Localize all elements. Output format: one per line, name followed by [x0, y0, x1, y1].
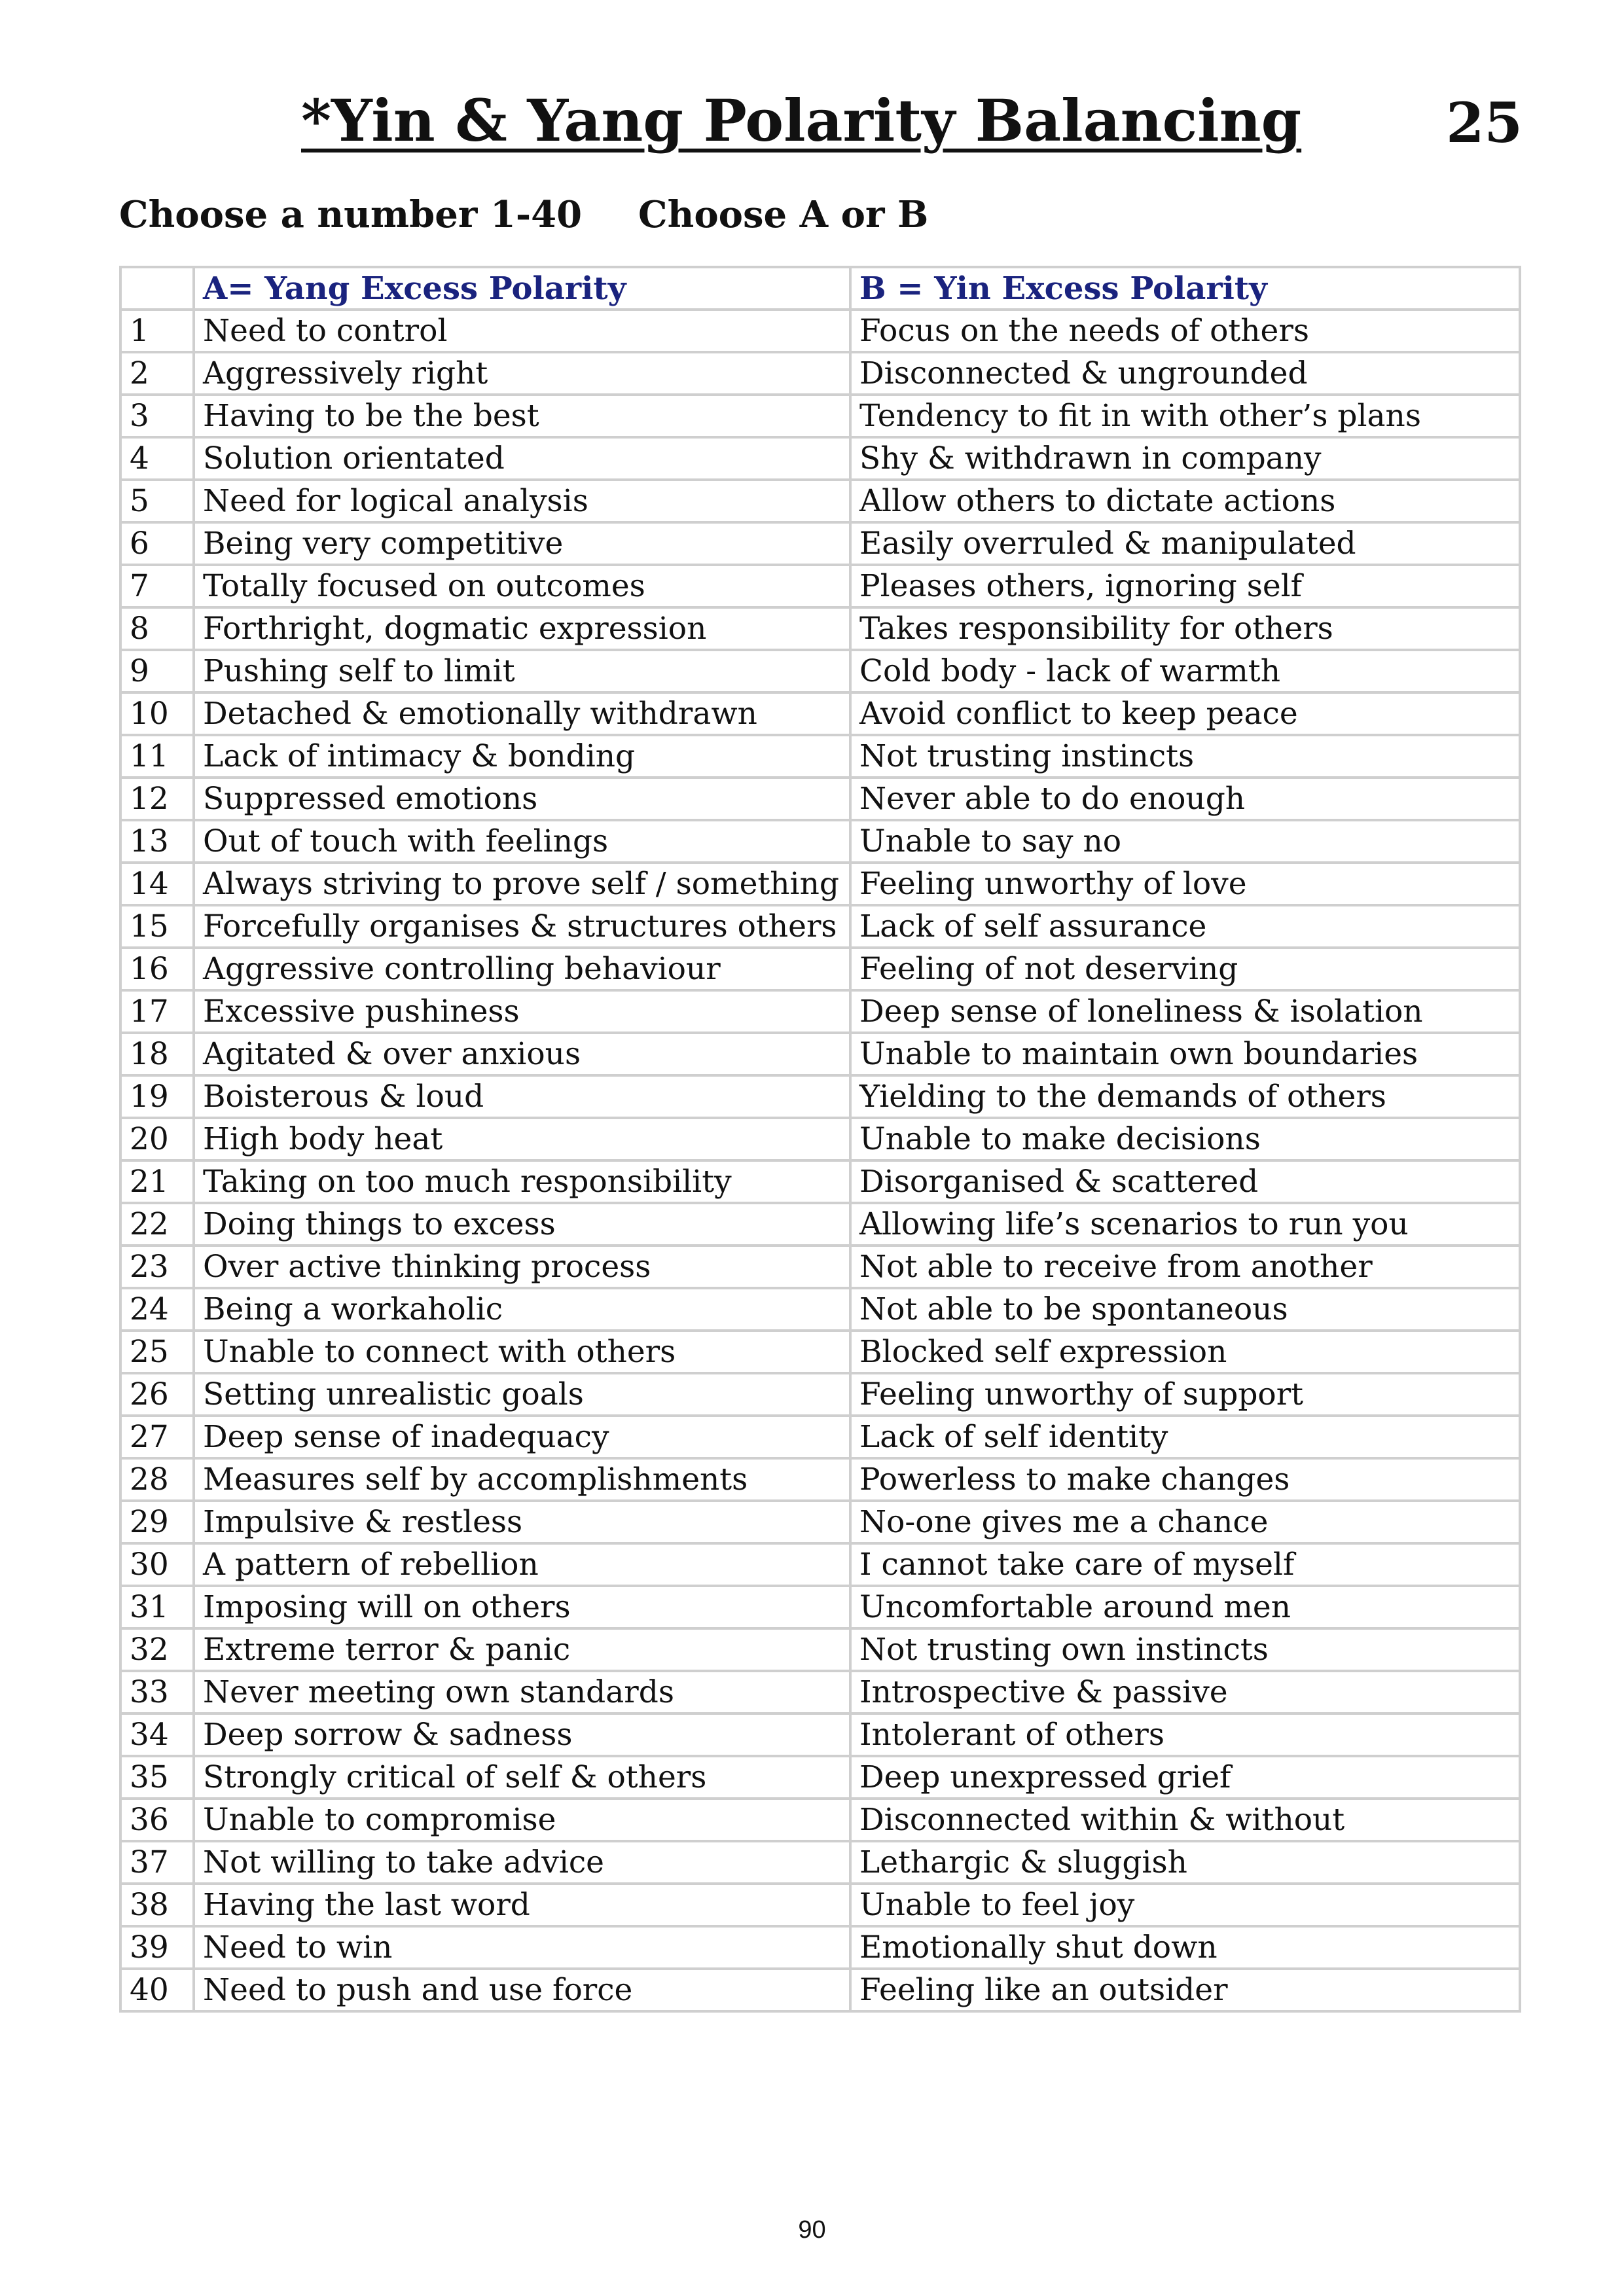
yin-cell: Disconnected & ungrounded — [850, 352, 1520, 395]
table-row — [120, 1841, 1520, 1884]
row-number: 13 — [120, 820, 194, 863]
table-row — [120, 820, 1520, 863]
yin-cell: Pleases others, ignoring self — [850, 565, 1520, 607]
table-row — [120, 1884, 1520, 1926]
yang-cell: Taking on too much responsibility — [194, 1160, 850, 1203]
yin-cell: Feeling unworthy of love — [850, 863, 1520, 905]
yin-cell: Tendency to fit in with other’s plans — [850, 395, 1520, 437]
yang-cell: Not willing to take advice — [194, 1841, 850, 1884]
yin-cell: Uncomfortable around men — [850, 1586, 1520, 1628]
row-number: 19 — [120, 1075, 194, 1118]
yang-cell: Need to control — [194, 310, 850, 352]
yang-cell: Unable to connect with others — [194, 1331, 850, 1373]
table-row — [120, 778, 1520, 820]
yin-cell: Unable to make decisions — [850, 1118, 1520, 1160]
table-row — [120, 1799, 1520, 1841]
yin-cell: Unable to feel joy — [850, 1884, 1520, 1926]
table-row — [120, 1416, 1520, 1458]
yang-cell: Never meeting own standards — [194, 1671, 850, 1713]
table-row — [120, 1543, 1520, 1586]
row-number: 29 — [120, 1501, 194, 1543]
yang-cell: Measures self by accomplishments — [194, 1458, 850, 1501]
table-row — [120, 1713, 1520, 1756]
table-row — [120, 1160, 1520, 1203]
table-row — [120, 863, 1520, 905]
page-title: *Yin & Yang Polarity Balancing — [301, 86, 1302, 154]
row-number: 15 — [120, 905, 194, 948]
table-row — [120, 1969, 1520, 2011]
row-number: 40 — [120, 1969, 194, 2011]
table-row — [120, 1373, 1520, 1416]
row-number: 1 — [120, 310, 194, 352]
yang-cell: Being very competitive — [194, 522, 850, 565]
table-row — [120, 480, 1520, 522]
yin-cell: Deep unexpressed grief — [850, 1756, 1520, 1799]
yang-cell: Agitated & over anxious — [194, 1033, 850, 1075]
row-number: 8 — [120, 607, 194, 650]
header-yang-column: A= Yang Excess Polarity — [194, 267, 850, 310]
yin-cell: Unable to say no — [850, 820, 1520, 863]
table-row — [120, 352, 1520, 395]
yin-cell: Unable to maintain own boundaries — [850, 1033, 1520, 1075]
row-number: 2 — [120, 352, 194, 395]
table-body — [120, 310, 1520, 2011]
yang-cell: Deep sorrow & sadness — [194, 1713, 850, 1756]
table-row — [120, 1118, 1520, 1160]
yin-cell: Allow others to dictate actions — [850, 480, 1520, 522]
row-number: 26 — [120, 1373, 194, 1416]
yin-cell: Intolerant of others — [850, 1713, 1520, 1756]
yang-cell: Unable to compromise — [194, 1799, 850, 1841]
yin-cell: Takes responsibility for others — [850, 607, 1520, 650]
row-number: 7 — [120, 565, 194, 607]
yang-cell: Excessive pushiness — [194, 990, 850, 1033]
table-row — [120, 1671, 1520, 1713]
table-row — [120, 692, 1520, 735]
row-number: 39 — [120, 1926, 194, 1969]
yin-cell: Blocked self expression — [850, 1331, 1520, 1373]
yang-cell: Aggressive controlling behaviour — [194, 948, 850, 990]
yin-cell: Feeling unworthy of support — [850, 1373, 1520, 1416]
yin-cell: Disorganised & scattered — [850, 1160, 1520, 1203]
table-row — [120, 1203, 1520, 1246]
table-row — [120, 650, 1520, 692]
yang-cell: High body heat — [194, 1118, 850, 1160]
table-row — [120, 395, 1520, 437]
table-row — [120, 1033, 1520, 1075]
yang-cell: Forthright, dogmatic expression — [194, 607, 850, 650]
row-number: 24 — [120, 1288, 194, 1331]
yin-cell: Feeling like an outsider — [850, 1969, 1520, 2011]
table-row — [120, 1628, 1520, 1671]
row-number: 34 — [120, 1713, 194, 1756]
yin-cell: Lack of self assurance — [850, 905, 1520, 948]
yang-cell: Strongly critical of self & others — [194, 1756, 850, 1799]
yang-cell: Deep sense of inadequacy — [194, 1416, 850, 1458]
yin-cell: Not trusting own instincts — [850, 1628, 1520, 1671]
table-row — [120, 990, 1520, 1033]
yang-cell: Imposing will on others — [194, 1586, 850, 1628]
yin-cell: Emotionally shut down — [850, 1926, 1520, 1969]
table-row — [120, 1075, 1520, 1118]
table-row — [120, 1586, 1520, 1628]
yin-cell: Lethargic & sluggish — [850, 1841, 1520, 1884]
table-row — [120, 1458, 1520, 1501]
row-number: 18 — [120, 1033, 194, 1075]
yin-cell: Never able to do enough — [850, 778, 1520, 820]
row-number: 6 — [120, 522, 194, 565]
yang-cell: Lack of intimacy & bonding — [194, 735, 850, 778]
header-number-cell — [120, 267, 194, 310]
table-row — [120, 565, 1520, 607]
polarity-table — [119, 266, 1521, 2013]
table-row — [120, 1288, 1520, 1331]
yin-cell: Feeling of not deserving — [850, 948, 1520, 990]
table-row — [120, 735, 1520, 778]
yin-cell: Focus on the needs of others — [850, 310, 1520, 352]
yin-cell: Powerless to make changes — [850, 1458, 1520, 1501]
yang-cell: Impulsive & restless — [194, 1501, 850, 1543]
yin-cell: Deep sense of loneliness & isolation — [850, 990, 1520, 1033]
row-number: 5 — [120, 480, 194, 522]
row-number: 21 — [120, 1160, 194, 1203]
yang-cell: Totally focused on outcomes — [194, 565, 850, 607]
yang-cell: A pattern of rebellion — [194, 1543, 850, 1586]
yang-cell: Solution orientated — [194, 437, 850, 480]
table-row — [120, 1501, 1520, 1543]
yang-cell: Extreme terror & panic — [194, 1628, 850, 1671]
yang-cell: Having to be the best — [194, 395, 850, 437]
row-number: 35 — [120, 1756, 194, 1799]
row-number: 25 — [120, 1331, 194, 1373]
row-number: 22 — [120, 1203, 194, 1246]
row-number: 10 — [120, 692, 194, 735]
yin-cell: Lack of self identity — [850, 1416, 1520, 1458]
table-row — [120, 1246, 1520, 1288]
yang-cell: Always striving to prove self / something — [194, 863, 850, 905]
row-number: 11 — [120, 735, 194, 778]
yin-cell: No-one gives me a chance — [850, 1501, 1520, 1543]
table-row — [120, 1926, 1520, 1969]
yang-cell: Boisterous & loud — [194, 1075, 850, 1118]
table-row — [120, 522, 1520, 565]
yin-cell: Allowing life’s scenarios to run you — [850, 1203, 1520, 1246]
yang-cell: Need to win — [194, 1926, 850, 1969]
yang-cell: Detached & emotionally withdrawn — [194, 692, 850, 735]
yin-cell: Cold body - lack of warmth — [850, 650, 1520, 692]
yang-cell: Having the last word — [194, 1884, 850, 1926]
table-row — [120, 1756, 1520, 1799]
table-row — [120, 437, 1520, 480]
yang-cell: Over active thinking process — [194, 1246, 850, 1288]
table-row — [120, 948, 1520, 990]
row-number: 32 — [120, 1628, 194, 1671]
section-number: 25 — [1446, 90, 1523, 155]
yang-cell: Pushing self to limit — [194, 650, 850, 692]
row-number: 17 — [120, 990, 194, 1033]
row-number: 12 — [120, 778, 194, 820]
yin-cell: Avoid conflict to keep peace — [850, 692, 1520, 735]
row-number: 36 — [120, 1799, 194, 1841]
row-number: 16 — [120, 948, 194, 990]
row-number: 3 — [120, 395, 194, 437]
yang-cell: Need to push and use force — [194, 1969, 850, 2011]
table-row — [120, 905, 1520, 948]
yin-cell: Shy & withdrawn in company — [850, 437, 1520, 480]
row-number: 14 — [120, 863, 194, 905]
yang-cell: Need for logical analysis — [194, 480, 850, 522]
row-number: 27 — [120, 1416, 194, 1458]
yin-cell: Not able to receive from another — [850, 1246, 1520, 1288]
row-number: 23 — [120, 1246, 194, 1288]
row-number: 20 — [120, 1118, 194, 1160]
yang-cell: Setting unrealistic goals — [194, 1373, 850, 1416]
yin-cell: I cannot take care of myself — [850, 1543, 1520, 1586]
yin-cell: Not able to be spontaneous — [850, 1288, 1520, 1331]
yang-cell: Aggressively right — [194, 352, 850, 395]
yin-cell: Yielding to the demands of others — [850, 1075, 1520, 1118]
row-number: 4 — [120, 437, 194, 480]
table-row — [120, 310, 1520, 352]
yin-cell: Introspective & passive — [850, 1671, 1520, 1713]
row-number: 38 — [120, 1884, 194, 1926]
table-row — [120, 607, 1520, 650]
row-number: 37 — [120, 1841, 194, 1884]
header-yin-column: B = Yin Excess Polarity — [850, 267, 1520, 310]
row-number: 33 — [120, 1671, 194, 1713]
instruction-choose-ab: Choose A or B — [638, 193, 929, 236]
row-number: 30 — [120, 1543, 194, 1586]
row-number: 31 — [120, 1586, 194, 1628]
yang-cell: Doing things to excess — [194, 1203, 850, 1246]
row-number: 28 — [120, 1458, 194, 1501]
yin-cell: Disconnected within & without — [850, 1799, 1520, 1841]
yang-cell: Suppressed emotions — [194, 778, 850, 820]
yang-cell: Forcefully organises & structures others — [194, 905, 850, 948]
yang-cell: Out of touch with feelings — [194, 820, 850, 863]
footer-page-number: 90 — [798, 2216, 826, 2244]
table-header-row — [120, 267, 1520, 310]
row-number: 9 — [120, 650, 194, 692]
yin-cell: Easily overruled & manipulated — [850, 522, 1520, 565]
instruction-choose-number: Choose a number 1-40 — [119, 193, 583, 236]
table-row — [120, 1331, 1520, 1373]
yin-cell: Not trusting instincts — [850, 735, 1520, 778]
yang-cell: Being a workaholic — [194, 1288, 850, 1331]
instructions — [119, 193, 929, 236]
